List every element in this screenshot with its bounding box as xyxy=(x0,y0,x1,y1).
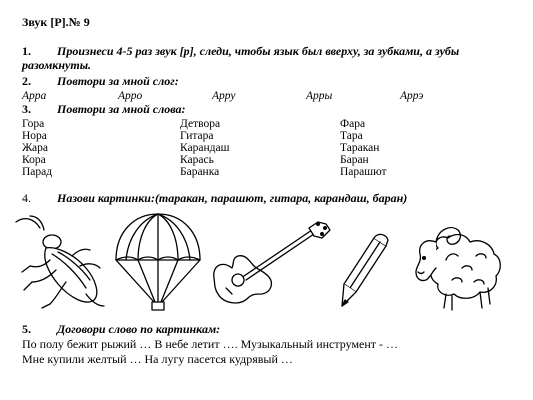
task-2-text: Повтори за мной слог: xyxy=(57,74,179,88)
worksheet-title: Звук [Р].№ 9 xyxy=(22,15,90,29)
syllable-5: Аррэ xyxy=(400,90,424,102)
ram-icon xyxy=(416,228,500,310)
word-item: Баран xyxy=(340,154,369,166)
word-column-2 xyxy=(180,118,229,178)
task-5 xyxy=(22,322,322,336)
pictures-row xyxy=(0,208,533,320)
task-1-number: 1. xyxy=(22,44,31,58)
task-1-text-line1: Произнеси 4-5 раз звук [р], следи, чтобы язык был вверху, за зубками, а зубы xyxy=(57,44,460,58)
syllable-4: Арры xyxy=(306,90,333,102)
word-item: Тара xyxy=(340,130,363,142)
task-4-number: 4. xyxy=(22,191,31,205)
word-column-3 xyxy=(340,118,387,178)
syllable-1: Арра xyxy=(22,90,47,102)
word-item: Гора xyxy=(22,118,45,130)
task-5-number: 5. xyxy=(22,322,31,336)
syllable-3: Арру xyxy=(212,90,236,102)
word-item: Баранка xyxy=(180,166,220,178)
task-2-number: 2. xyxy=(22,74,31,88)
word-item: Карась xyxy=(180,154,214,166)
word-item: Парад xyxy=(22,166,53,178)
task-1-text-line2: разомкнуты. xyxy=(22,58,92,72)
word-item: Нора xyxy=(22,130,47,142)
task-5-line-1: По полу бежит рыжий … В небе летит …. Музыкальный инструмент - … xyxy=(22,337,399,351)
task-1 xyxy=(22,44,522,74)
task-5-line-2: Мне купили желтый … На лугу пасется кудрявый … xyxy=(22,352,293,366)
task-2 xyxy=(22,74,322,88)
word-item: Фара xyxy=(340,118,366,130)
task-4-text: Назови картинки:(таракан, парашют, гитара, карандаш, баран) xyxy=(57,191,408,205)
word-item: Гитара xyxy=(180,130,214,142)
parachute-icon xyxy=(116,214,200,310)
word-item: Карандаш xyxy=(180,142,230,154)
syllable-2: Арро xyxy=(118,90,143,102)
word-item: Детвора xyxy=(180,118,221,130)
cockroach-icon xyxy=(16,216,104,308)
word-item: Кора xyxy=(22,154,46,166)
word-item: Таракан xyxy=(340,142,380,154)
task-3-text: Повтори за мной слова: xyxy=(57,102,186,116)
task-3-number: 3. xyxy=(22,102,31,116)
task-4 xyxy=(22,191,522,205)
guitar-icon xyxy=(214,222,330,303)
word-item: Парашют xyxy=(340,166,387,178)
task-5-text: Договори слово по картинкам: xyxy=(57,322,221,336)
word-column-1 xyxy=(22,118,52,178)
pencil-icon xyxy=(342,234,388,306)
task-3 xyxy=(22,102,322,116)
word-item: Жара xyxy=(22,142,48,154)
